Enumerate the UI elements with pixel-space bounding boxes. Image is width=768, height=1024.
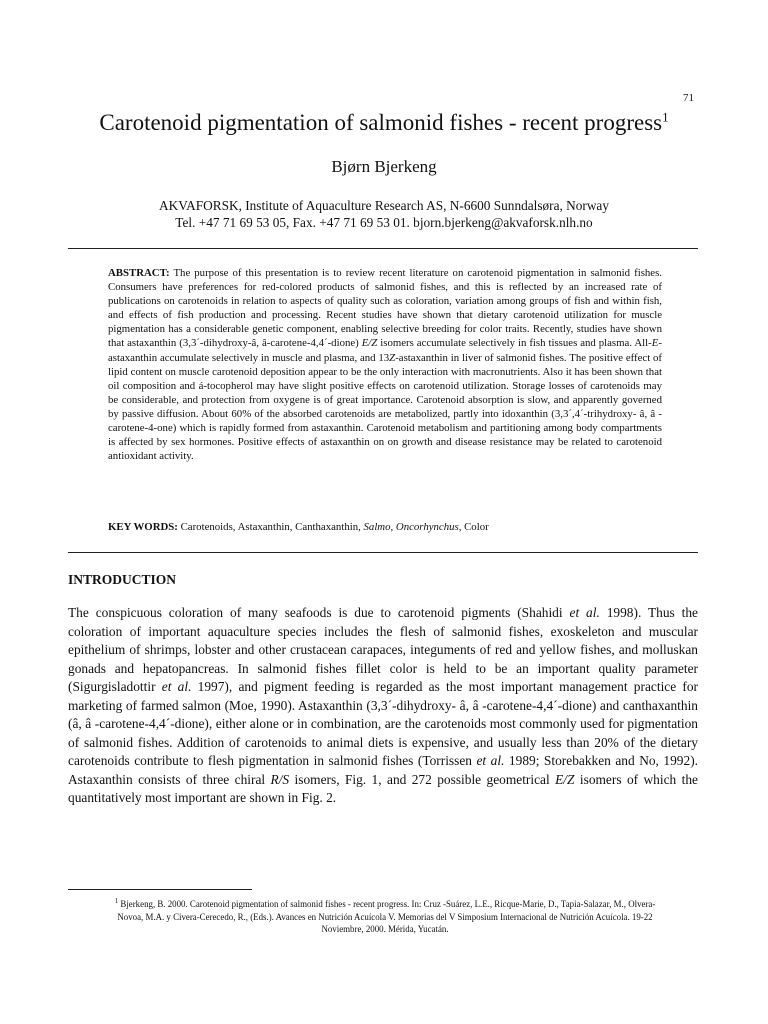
intro-text-1: The conspicuous coloration of many seafoods is due to carotenoid pigments (Shahidi [68, 605, 570, 620]
intro-text-2: 1998). Thus the coloration of important aquaculture species includes the flesh of salmonid fishes, exoskeleton and muscular epithelium of shrimps, lobster and other crustacean carapaces, integuments of red and yellow fishes, and molluskan gonads and hepatopancreas. In salmonid fishes fillet color is held to be an important quality parameter (Sigurgisladottir [68, 605, 699, 694]
author-name: Bjørn Bjerkeng [331, 157, 437, 176]
intro-italic-3: et al. [476, 753, 505, 768]
keywords [108, 520, 662, 534]
divider-top [68, 248, 698, 249]
keywords-label: KEY WORDS: [108, 521, 178, 533]
intro-text-3: 1997), and pigment feeding is regarded as the most important management practice for marketing of farmed salmon (Moe, 1990). Astaxanthin (3,3´-dihydroxy- â, â -carotene-4,4´-dione) and canthaxanthin (â, â -carotene-4,4´-dione), either alone or in combination, are the carotenoids most commonly used for pigmentation of salmonid fishes. Addition of carotenoids to animal diets is expensive, and usually less than 20% of the dietary carotenoids contribute to flesh pigmentation in salmonid fishes (Torrissen [68, 679, 699, 768]
footnote-divider [68, 889, 252, 890]
abstract-label: ABSTRACT: [108, 267, 170, 279]
intro-text-4: 1989; Storebakken and No, 1992). Astaxanthin consists of three chiral [68, 753, 698, 787]
keyword-salmo: Salmo [363, 521, 391, 533]
keyword-oncorhynchus: Oncorhynchus [395, 521, 459, 533]
paper-title [0, 108, 768, 138]
intro-italic-5: E/Z [555, 771, 575, 787]
affiliation-line-1: AKVAFORSK, Institute of Aquaculture Research AS, N-6600 Sunndalsøra, Norway [159, 198, 609, 213]
abstract-italic-3: Z [389, 351, 396, 364]
abstract-text-4: -astaxanthin in liver of salmonid fishes. The positive effect of lipid content on muscle carotenoid deposition appear to be the only interaction with macronutrients. Also it has been shown that oil composition and á-tocopherol may have slight positive effects on carotenoid utilization. Storage losses of carotenoids may be considerable, and protection from oxygene is of great importance. Carotenoid absorption is slow, and apparently governed by passive diffusion. About 60% of the absorbed carotenoids are metabolized, partly into idoxanthin (3,3´,4´-trihydroxy- â, â -carotene-4-one) which is rapidly formed from astaxanthin. Carotenoid metabolism and partitioning among body compartments is affected by sex hormones. Positive effects of astaxanthin on on growth and disease resistance may be related to carotenoid antioxidant activity. [108, 351, 662, 463]
abstract-italic-1: E/Z [361, 337, 378, 350]
keywords-end: , Color [458, 521, 489, 533]
abstract [108, 266, 662, 463]
keywords-text: Carotenoids, Astaxanthin, Canthaxanthin, [177, 521, 364, 533]
intro-italic-4: R/S [270, 771, 290, 787]
footnote-text: Bjerkeng, B. 2000. Carotenoid pigmentation of salmonid fishes - recent progress. In: Cruz -Suárez, L.E., Ricque-Marie, D., Tapia-Salazar, M., Olvera-Novoa, M.A. y Civera-Cerecedo, R., (Eds.). Avances en Nutrición Acuícola V. Memorias del V Simposium Internacional de Nutrición Acuícola. 19-22 Noviembre, 2000. Mérida, Yucatán. [117, 899, 656, 934]
affiliation-line-2: Tel. +47 71 69 53 05, Fax. +47 71 69 53 01. bjorn.bjerkeng@akvaforsk.nlh.no [175, 215, 593, 230]
footnote-mark: 1 [114, 897, 119, 906]
abstract-text-2: isomers accumulate selectively in fish tissues and plasma. All- [377, 337, 652, 350]
keywords-separator: , [390, 521, 396, 533]
abstract-text-1: The purpose of this presentation is to review recent literature on carotenoid pigmentation in salmonid fishes. Consumers have preferences for red-colored products of salmonid fishes, and this is reflected by an increased rate of publications on carotenoids in relation to aspects of quality such as coloration, variation among groups of fish and within fish, and effects of fish production and processing. Recent studies have shown that dietary carotenoid utilization for muscle pigmentation has a considerable genetic component, enabling selective breeding for color traits. Recently, studies have shown that astaxanthin (3,3´-dihydroxy-â, â-carotene-4,4´-dione) [108, 267, 662, 350]
abstract-italic-2: E [651, 337, 659, 350]
intro-italic-1: et al. [569, 605, 600, 620]
intro-text-6: isomers of which the quantitatively most important are shown in Fig. 2. [68, 771, 698, 805]
page-number: 71 [683, 92, 694, 104]
title-text: Carotenoid pigmentation of salmonid fishes - recent progress [99, 110, 663, 135]
intro-italic-2: et al. [161, 679, 192, 694]
section-heading-introduction: INTRODUCTION [68, 572, 177, 587]
divider-middle [68, 552, 698, 553]
intro-text-5: isomers, Fig. 1, and 272 possible geometrical [289, 771, 556, 787]
abstract-text-3: -astaxanthin accumulate selectively in muscle and plasma, and 13 [108, 337, 662, 364]
introduction-paragraph [68, 604, 698, 808]
affiliation [0, 197, 768, 231]
footnote [108, 898, 662, 936]
title-footnote-mark: 1 [662, 109, 669, 125]
